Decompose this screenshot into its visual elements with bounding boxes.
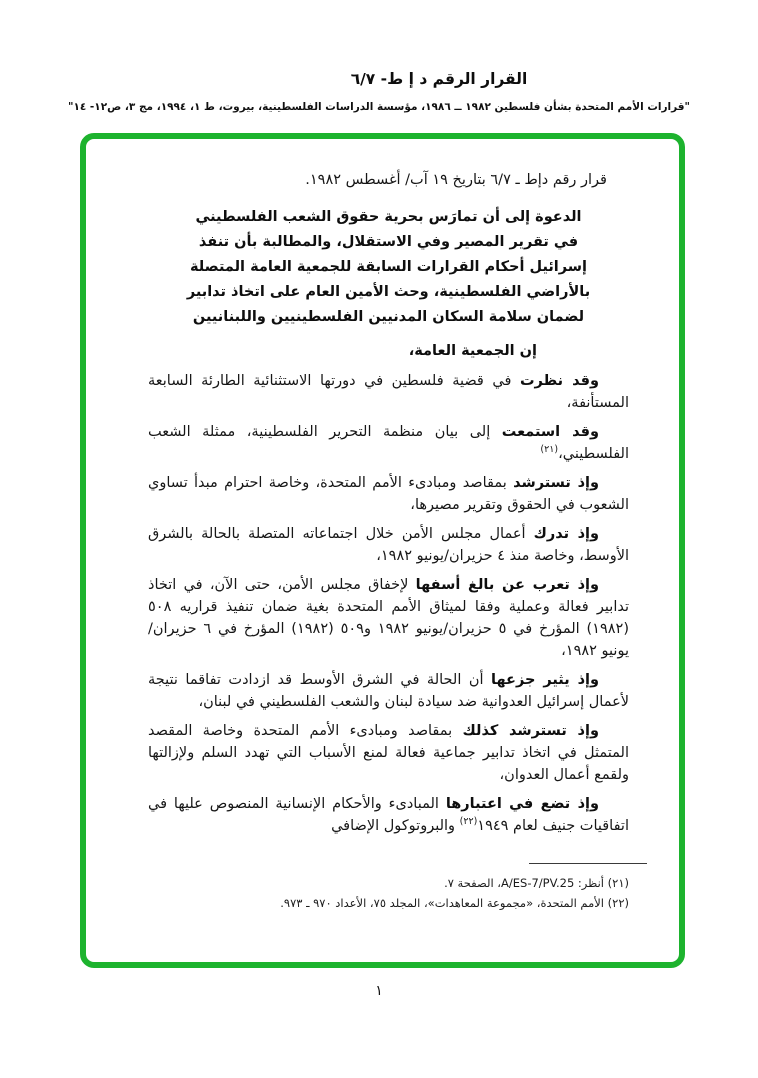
footnote-reference-21: (٢١) — [540, 444, 559, 456]
resolution-summary — [148, 205, 629, 330]
paragraph-lead: وإذ تسترشد — [513, 475, 599, 491]
paragraph-lead: وإذ يثير جزعها — [491, 672, 600, 688]
footnote-reference-22: (٢٢) — [459, 816, 478, 828]
paragraph-text: إلى بيان منظمة التحرير الفلسطينية، ممثلة الشعب الفلسطيني، — [148, 424, 629, 462]
preambular-paragraph — [148, 370, 629, 414]
summary-line: إسرائيل أحكام القرارات السابقة للجمعية العامة المتصلة — [189, 259, 588, 275]
source-citation: "قرارات الأمم المتحدة بشأن فلسطين ١٩٨٢ ــ ١٩٨٦، مؤسسة الدراسات الفلسطينية، بيروت، ط ١، ١٩٩٤، مج ٣، ص١٢- ١٤" — [67, 101, 691, 113]
preambular-paragraph — [148, 574, 629, 662]
paragraph-lead: وإذ تضع في اعتبارها — [445, 796, 599, 812]
paragraph-text: في قضية فلسطين في دورتها الاستثنائية الطارئة السابعة المستأنفة، — [148, 373, 629, 411]
summary-line: في تقرير المصير وفي الاستقلال، والمطالبة بأن تنفذ — [198, 234, 579, 250]
document-title: القرار الرقم د إ ط- ٦/٧ — [350, 70, 528, 88]
opening-phrase — [148, 340, 629, 362]
summary-line: الدعوة إلى أن تمارَس بحرية حقوق الشعب الفلسطيني — [195, 209, 582, 225]
page-number: ١ — [375, 983, 383, 999]
preambular-paragraph — [148, 421, 629, 465]
preambular-paragraph — [148, 720, 629, 786]
resolution-number-line: قرار رقم دإط ـ ٦/٧ بتاريخ ١٩ آب/ أغسطس ١٩٨٢. — [305, 172, 607, 188]
paragraph-lead: وقد نظرت — [519, 373, 599, 389]
paragraph-lead: وقد استمعت — [501, 424, 599, 440]
preambular-paragraph — [148, 523, 629, 567]
footnote: (٢١) أنظر: A/ES-7/PV.25، الصفحة ٧. — [444, 876, 629, 890]
footnotes-section — [148, 863, 629, 913]
paragraph-text: أعمال مجلس الأمن خلال اجتماعاته المتصلة بالحالة بالشرق الأوسط، وخاصة منذ ٤ حزيران/يونيو ١٩٨٢، — [148, 526, 629, 564]
paragraph-text: أن الحالة في الشرق الأوسط قد ازدادت تفاقما نتيجة لأعمال إسرائيل العدوانية ضد سيادة لبنان والشعب الفلسطيني في لبنان، — [148, 672, 629, 710]
paragraph-text: بمقاصد ومبادىء الأمم المتحدة وخاصة المقصد المتمثل في اتخاذ تدابير جماعية فعالة لمنع الأسباب التي تهدد السلم ولإزالتها ولقمع أعمال العدوان، — [148, 723, 629, 783]
paragraph-lead: وإذ تدرك — [533, 526, 599, 542]
resolution-border-box — [80, 133, 685, 968]
paragraph-text: بمقاصد ومبادىء الأمم المتحدة، وخاصة احترام مبدأ تساوي الشعوب في الحقوق وتقرير مصيرها، — [148, 475, 629, 513]
footnote: (٢٢) الأمم المتحدة، «مجموعة المعاهدات»، المجلد ٧٥، الأعداد ٩٧٠ ـ ٩٧٣. — [280, 896, 629, 910]
paragraph-text: لإخفاق مجلس الأمن، حتى الآن، في اتخاذ تدابير فعالة وعملية وفقا لميثاق الأمم المتحدة بغية ضمان تنفيذ قراريه ٥٠٨ (١٩٨٢) المؤرخ في ٥ حزيران/يونيو ١٩٨٢ و٥٠٩ (١٩٨٢) المؤرخ في ٦ حزيران/يونيو ١٩٨٢، — [148, 577, 629, 659]
summary-line: بالأراضي الفلسطينية، وحث الأمين العام على اتخاذ تدابير — [186, 284, 591, 300]
preambular-paragraph — [148, 472, 629, 516]
paragraph-text: والبروتوكول الإضافي — [331, 818, 460, 834]
preambular-paragraph — [148, 793, 629, 837]
paragraph-lead: إن الجمعية العامة، — [408, 343, 537, 359]
resolution-content — [86, 139, 679, 962]
preambular-paragraph — [148, 669, 629, 713]
paragraph-lead: وإذ تسترشد كذلك — [462, 723, 599, 739]
paragraph-text: المبادىء والأحكام الإنسانية المنصوص عليها في اتفاقيات جنيف لعام ١٩٤٩ — [148, 796, 629, 834]
paragraph-lead: وإذ تعرب عن بالغ أسفها — [415, 577, 599, 593]
footnote-separator-rule — [529, 863, 647, 864]
summary-line: لضمان سلامة السكان المدنيين الفلسطينيين واللبنانيين — [192, 309, 585, 325]
